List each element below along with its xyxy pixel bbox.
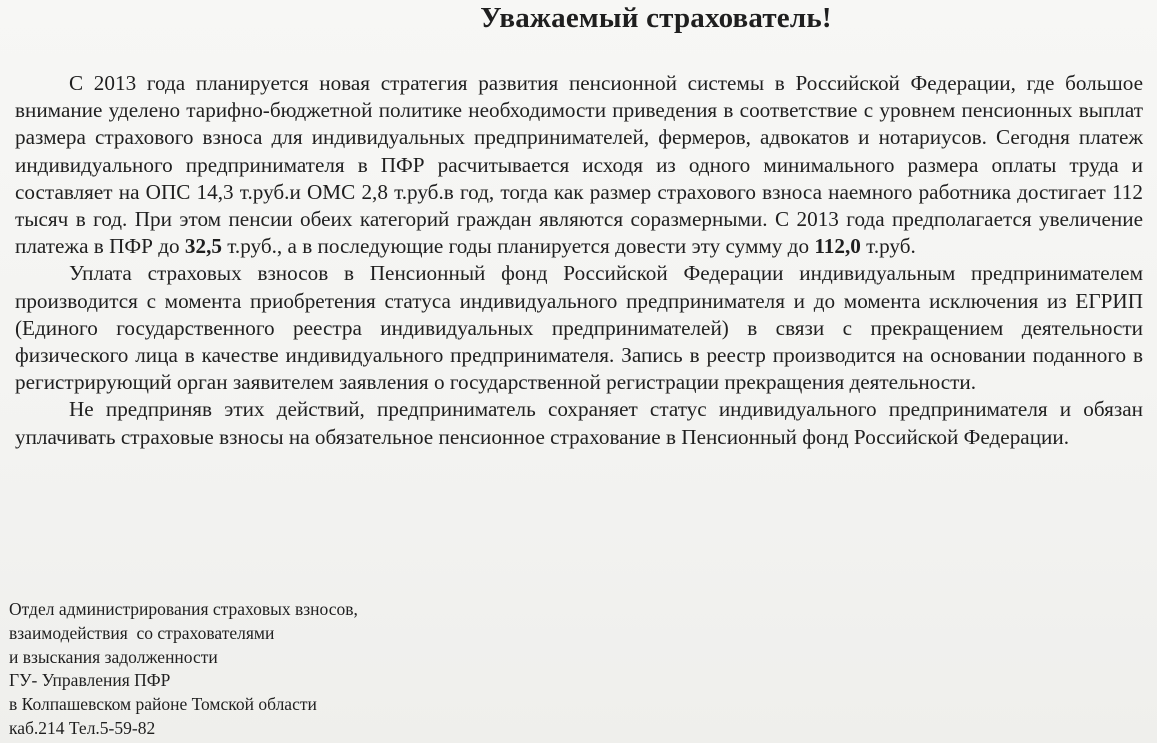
paragraph-2: Уплата страховых взносов в Пенсионный фонд Российской Федерации индивидуальным предпринимателем производится с момента приобретения статуса индивидуального предпринимателя и до момента исключения из ЕГРИП (Единого государственного реестра индивидуальных предпринимателей) в связи с прекращением деятельности физического лица в качестве индивидуального предпринимателя. Запись в реестр производится на основании поданного в регистрирующий орган заявителем заявления о государственной регистрации прекращения деятельности.	[15, 261, 1143, 395]
signature-line: ГУ- Управления ПФР	[9, 670, 171, 691]
signature-line: взаимодействия со страхователями	[9, 622, 275, 643]
amount-2013: 32,5	[184, 234, 222, 259]
page-title: Уважаемый страхователь!	[480, 2, 832, 34]
signature-line: в Колпашевском районе Томской области	[9, 694, 317, 715]
letter-body	[15, 70, 1143, 451]
paragraph-1	[15, 70, 1143, 260]
signature-line: и взыскания задолженности	[9, 646, 218, 667]
contact-line: каб.214 Тел.5-59-82	[9, 717, 156, 738]
paragraph-1-text-c: т.руб.	[860, 234, 916, 259]
signature-line: Отдел администрирования страховых взносов,	[9, 599, 358, 619]
signature-block	[9, 598, 358, 741]
paragraph-1-text-b: т.руб., а в последующие годы планируется довести эту сумму до	[221, 234, 815, 259]
paragraph-3: Не предприняв этих действий, предприниматель сохраняет статус индивидуального предпринимателя и обязан уплачивать страховые взносы на обязательное пенсионное страхование в Пенсионный фонд Российской Федерации.	[15, 397, 1143, 449]
paragraph-1-text-a: С 2013 года планируется новая стратегия развития пенсионной системы в Российской Федерации, где большое внимание уделено тарифно-бюджетной политике необходимости приведения в соответствие с уровнем пенсионных выплат размера страхового взноса для индивидуальных предпринимателей, фермеров, адвокатов и нотариусов. Сегодня платеж индивидуального предпринимателя в ПФР расчитывается исходя из одного минимального размера оплаты труда и составляет на ОПС 14,3 т.руб.и ОМС 2,8 т.руб.в год, тогда как размер страхового взноса наемного работника достигает 112 тысяч в год. При этом пенсии обеих категорий граждан являются соразмерными. С 2013 года предполагается увеличение платежа в ПФР до	[15, 71, 1143, 259]
amount-future: 112,0	[814, 234, 861, 259]
